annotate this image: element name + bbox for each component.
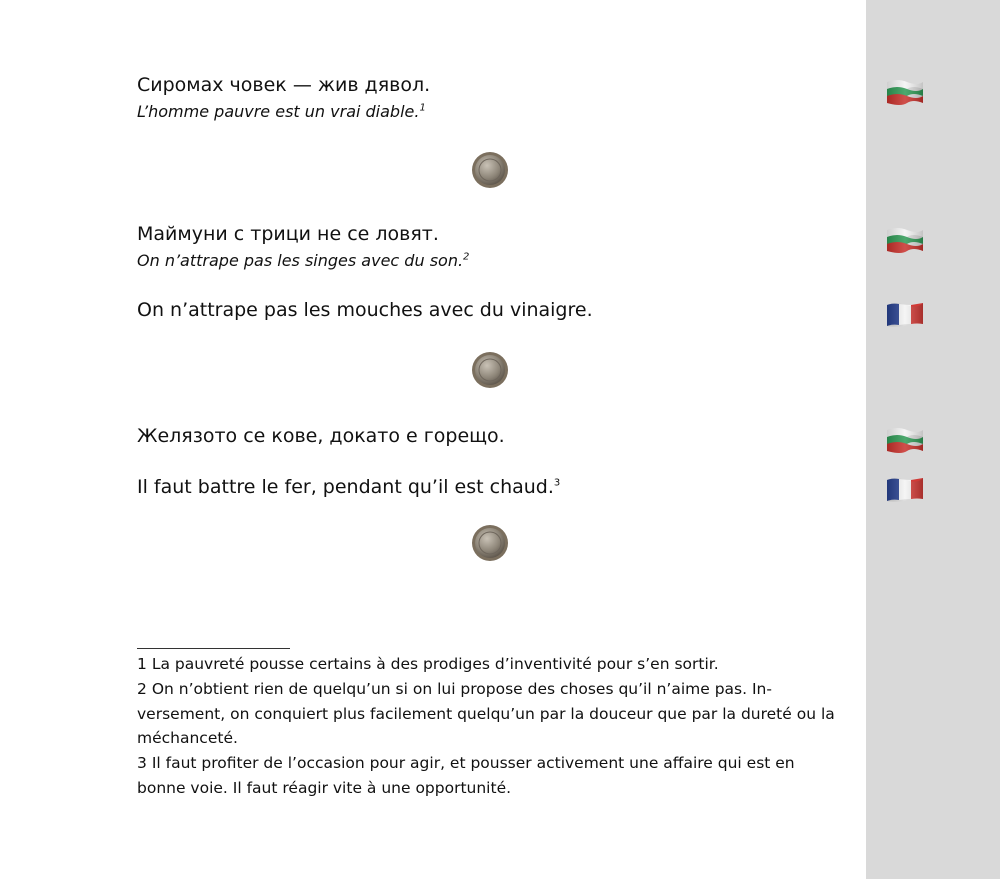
proverb-bg-2: Маймуни с трици не се ловят. bbox=[137, 223, 439, 245]
translation-fr-1: L’homme pauvre est un vrai diable.$^1$ bbox=[137, 102, 426, 121]
footnote-divider bbox=[137, 648, 290, 649]
coin-icon bbox=[471, 351, 509, 389]
footnote-3: 3 Il faut profiter de l’occasion pour agir, et pousser activement une affaire qui est en bonne voie. Il faut réagir vite à une opportunité. bbox=[137, 754, 795, 797]
coin-icon bbox=[471, 151, 509, 189]
bulgaria-flag-icon bbox=[885, 226, 925, 254]
footnote-ref-1: 1 bbox=[419, 102, 426, 114]
footnote-1: 1 La pauvreté pousse certains à des prodiges d’inventivité pour s’en sortir. bbox=[137, 655, 719, 673]
proverb-bg-1: Сиромах човек — жив дявол. bbox=[137, 74, 431, 96]
france-flag-icon bbox=[885, 301, 925, 329]
equivalent-fr-2: On n’attrape pas les mouches avec du vinaigre. bbox=[137, 299, 593, 321]
coin-icon bbox=[471, 524, 509, 562]
france-flag-icon bbox=[885, 476, 925, 504]
bulgaria-flag-icon bbox=[885, 78, 925, 106]
footnote-ref-3: 3 bbox=[553, 477, 561, 489]
footnote-ref-2: 2 bbox=[463, 251, 470, 263]
proverb-bg-3: Желязото се кове, докато е горещо. bbox=[137, 425, 505, 447]
footnote-2: 2 On n’obtient rien de quelqu’un si on lui propose des choses qu’il n’aime pas. In-versement, on conquiert plus facilement quelqu’un par la douceur que par la dureté ou la méchanceté. bbox=[137, 680, 835, 748]
translation-fr-2: On n’attrape pas les singes avec du son.$^2$ bbox=[137, 251, 470, 270]
bulgaria-flag-icon bbox=[885, 426, 925, 454]
equivalent-fr-3: Il faut battre le fer, pendant qu’il est chaud.$^3$ bbox=[137, 476, 561, 498]
